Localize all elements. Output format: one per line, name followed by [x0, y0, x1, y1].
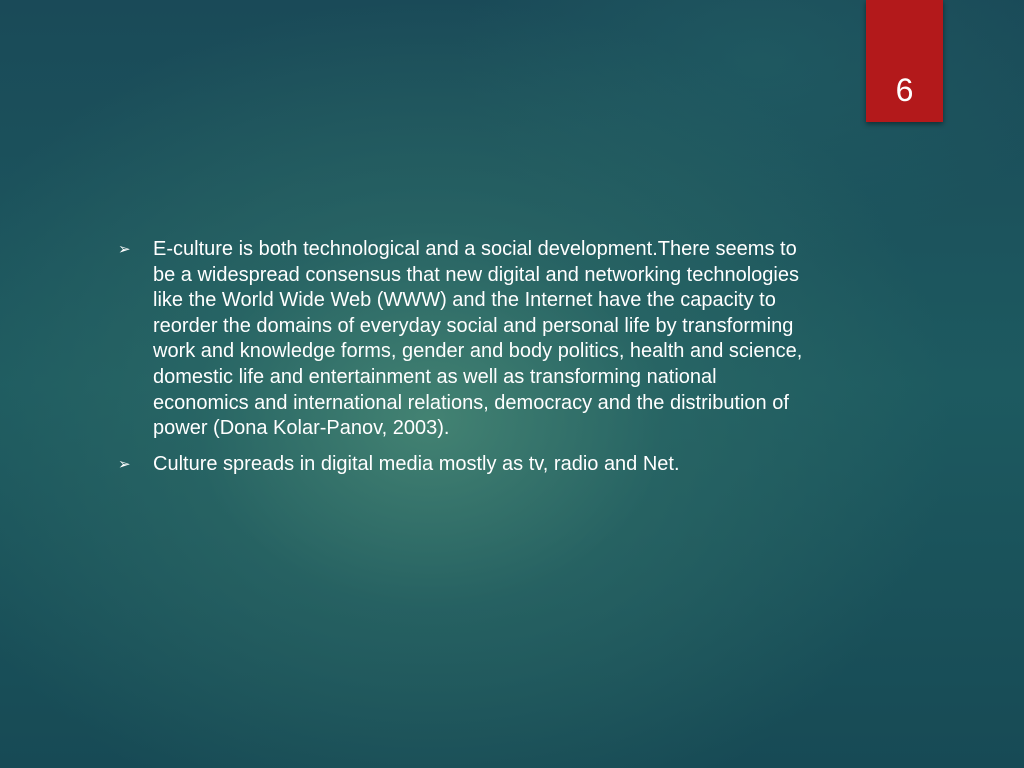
bullet-text: Culture spreads in digital media mostly as tv, radio and Net.	[153, 452, 680, 475]
page-number-badge	[866, 0, 943, 122]
arrowhead-bullet-icon: ➢	[118, 455, 131, 473]
bullet-list	[118, 237, 818, 488]
bullet-text: E-culture is both technological and a social development.There seems to be a widespread consensus that new digital and networking technologies like the World Wide Web (WWW) and the Internet have the capacity to reorder the domains of everyday social and personal life by transforming work and knowledge forms, gender and body politics, health and science, domestic life and entertainment as well as transforming national economics and international relations, democracy and the distribution of power (Dona Kolar-Panov, 2003).	[153, 238, 803, 440]
list-item	[118, 237, 818, 442]
list-item	[118, 452, 818, 478]
arrowhead-bullet-icon: ➢	[118, 241, 131, 258]
page-number: 6	[895, 72, 914, 108]
